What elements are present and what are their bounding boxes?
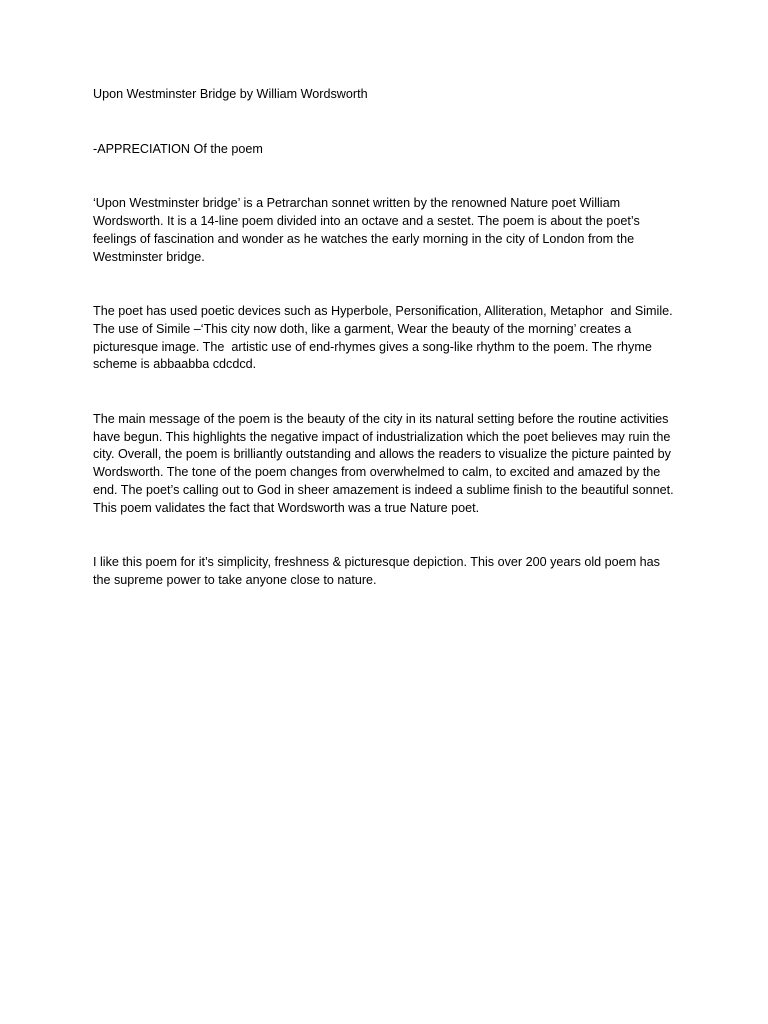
paragraph-main-message: The main message of the poem is the beauty of the city in its natural setting before the routine activities have begun. This highlights the negative impact of industrialization which the poet believes may ruin the city. Overall, the poem is brilliantly outstanding and allows the readers to visualize the picture painted by Wordsworth. The tone of the poem changes from overwhelmed to calm, to excited and amazed by the end. The poet’s calling out to God in sheer amazement is indeed a sublime finish to the beautiful sonnet. This poem validates the fact that Wordsworth was a true Nature poet.: [93, 412, 677, 515]
document-page: [93, 86, 675, 590]
document-subtitle: -APPRECIATION Of the poem: [93, 141, 263, 156]
paragraph-conclusion: I like this poem for it’s simplicity, freshness & picturesque depiction. This over 200 years old poem has the supreme power to take anyone close to nature.: [93, 555, 664, 587]
paragraph-poetic-devices: The poet has used poetic devices such as Hyperbole, Personification, Alliteration, Metaphor and Simile. The use of Simile –‘This city now doth, like a garment, Wear the beauty of the morning’ creates a picturesque image. The artistic use of end-rhymes gives a song-like rhythm to the poem. The rhyme scheme is abbaabba cdcdcd.: [93, 304, 676, 372]
document-title: Upon Westminster Bridge by William Wordsworth: [93, 87, 368, 101]
paragraph-introduction: ‘Upon Westminster bridge’ is a Petrarchan sonnet written by the renowned Nature poet William Wordsworth. It is a 14-line poem divided into an octave and a sestet. The poem is about the poet’s feelings of fascination and wonder as he watches the early morning in the city of London from the Westminster bridge.: [93, 196, 644, 264]
